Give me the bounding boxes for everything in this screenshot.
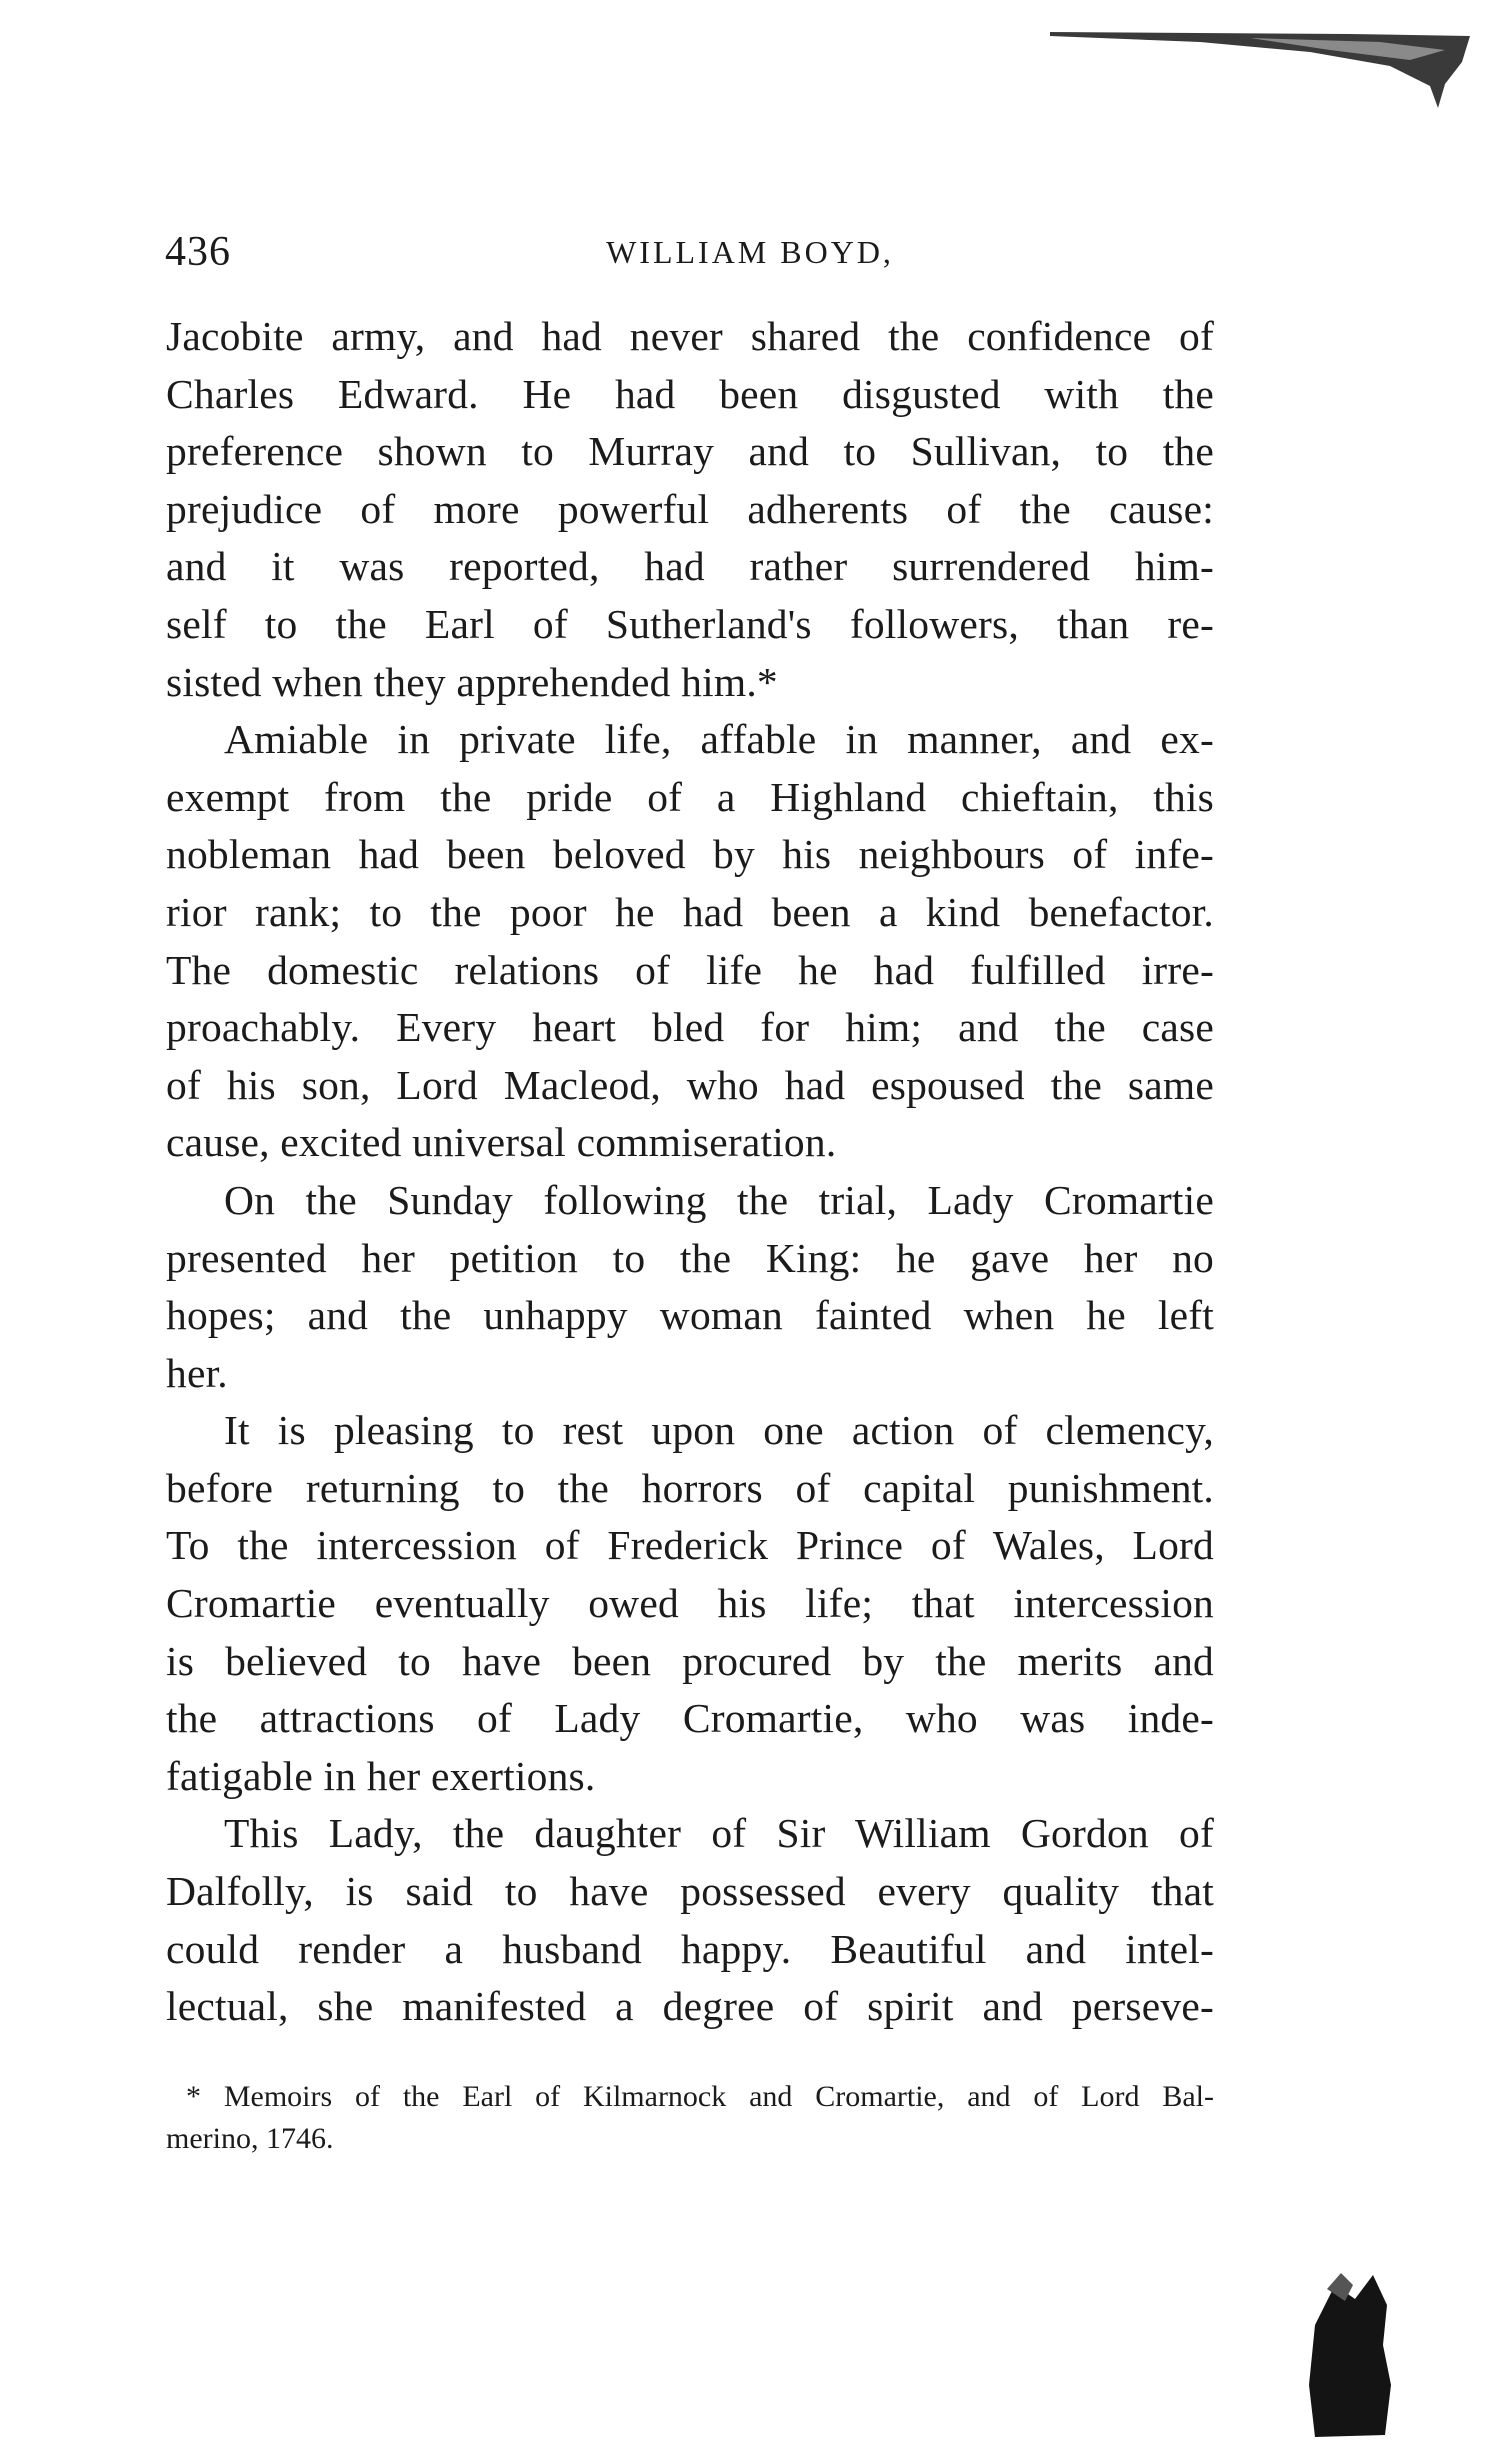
scan-edge-smudge-top (1050, 22, 1470, 112)
text-line: her. (166, 1349, 228, 1396)
paragraph (166, 1805, 1214, 2035)
paragraph (166, 711, 1214, 1172)
footnote-line: merino, 1746. (166, 2122, 334, 2155)
text-line: Jacobite army, and had never shared the confidence of (166, 313, 1214, 359)
footnote-line: * Memoirs of the Earl of Kilmarnock and Cromartie, and of Lord Bal- (186, 2080, 1214, 2113)
text-line: and it was reported, had rather surrendered him- (166, 543, 1214, 590)
running-title: WILLIAM BOYD, (606, 234, 894, 270)
footnote (166, 2076, 1214, 2160)
text-line: Charles Edward. He had been disgusted with the (166, 370, 1214, 417)
text-line: To the intercession of Frederick Prince of Wales, Lord (166, 1522, 1214, 1569)
scan-edge-smudge-bottom (1295, 2265, 1400, 2455)
text-line: sisted when they apprehended him.* (166, 658, 778, 705)
text-line: Dalfolly, is said to have possessed every quality that (166, 1868, 1214, 1915)
text-line: It is pleasing to rest upon one action of clemency, (224, 1407, 1214, 1454)
text-line: preference shown to Murray and to Sullivan, to the (166, 428, 1214, 475)
text-line: This Lady, the daughter of Sir William Gordon of (224, 1810, 1214, 1857)
body-text (166, 308, 1214, 2036)
running-head (165, 228, 1215, 278)
text-line: could render a husband happy. Beautiful and intel- (166, 1925, 1214, 1972)
text-line: the attractions of Lady Cromartie, who was inde- (166, 1695, 1214, 1742)
text-line: is believed to have been procured by the merits and (166, 1637, 1214, 1684)
text-line: presented her petition to the King: he gave her no (166, 1234, 1214, 1281)
text-line: On the Sunday following the trial, Lady Cromartie (224, 1176, 1214, 1223)
text-line: hopes; and the unhappy woman fainted when he left (166, 1292, 1214, 1339)
text-line: The domestic relations of life he had fulfilled irre- (166, 946, 1214, 993)
text-line: rior rank; to the poor he had been a kind benefactor. (166, 888, 1214, 935)
text-line: nobleman had been beloved by his neighbours of infe- (166, 831, 1214, 878)
paragraph (166, 308, 1214, 711)
text-line: cause, excited universal commiseration. (166, 1119, 837, 1166)
page-number: 436 (165, 229, 231, 275)
text-line: prejudice of more powerful adherents of the cause: (166, 485, 1214, 532)
paragraph (166, 1402, 1214, 1805)
paragraph (166, 1172, 1214, 1402)
text-line: exempt from the pride of a Highland chieftain, this (166, 773, 1214, 820)
text-line: of his son, Lord Macleod, who had espoused the same (166, 1061, 1214, 1108)
text-line: Cromartie eventually owed his life; that intercession (166, 1580, 1214, 1627)
text-line: fatigable in her exertions. (166, 1752, 596, 1799)
text-line: before returning to the horrors of capital punishment. (166, 1464, 1214, 1511)
text-line: lectual, she manifested a degree of spirit and perseve- (166, 1983, 1214, 2030)
text-line: self to the Earl of Sutherland's followers, than re- (166, 600, 1214, 647)
text-line: proachably. Every heart bled for him; and the case (166, 1004, 1214, 1051)
text-line: Amiable in private life, affable in manner, and ex- (224, 716, 1214, 763)
